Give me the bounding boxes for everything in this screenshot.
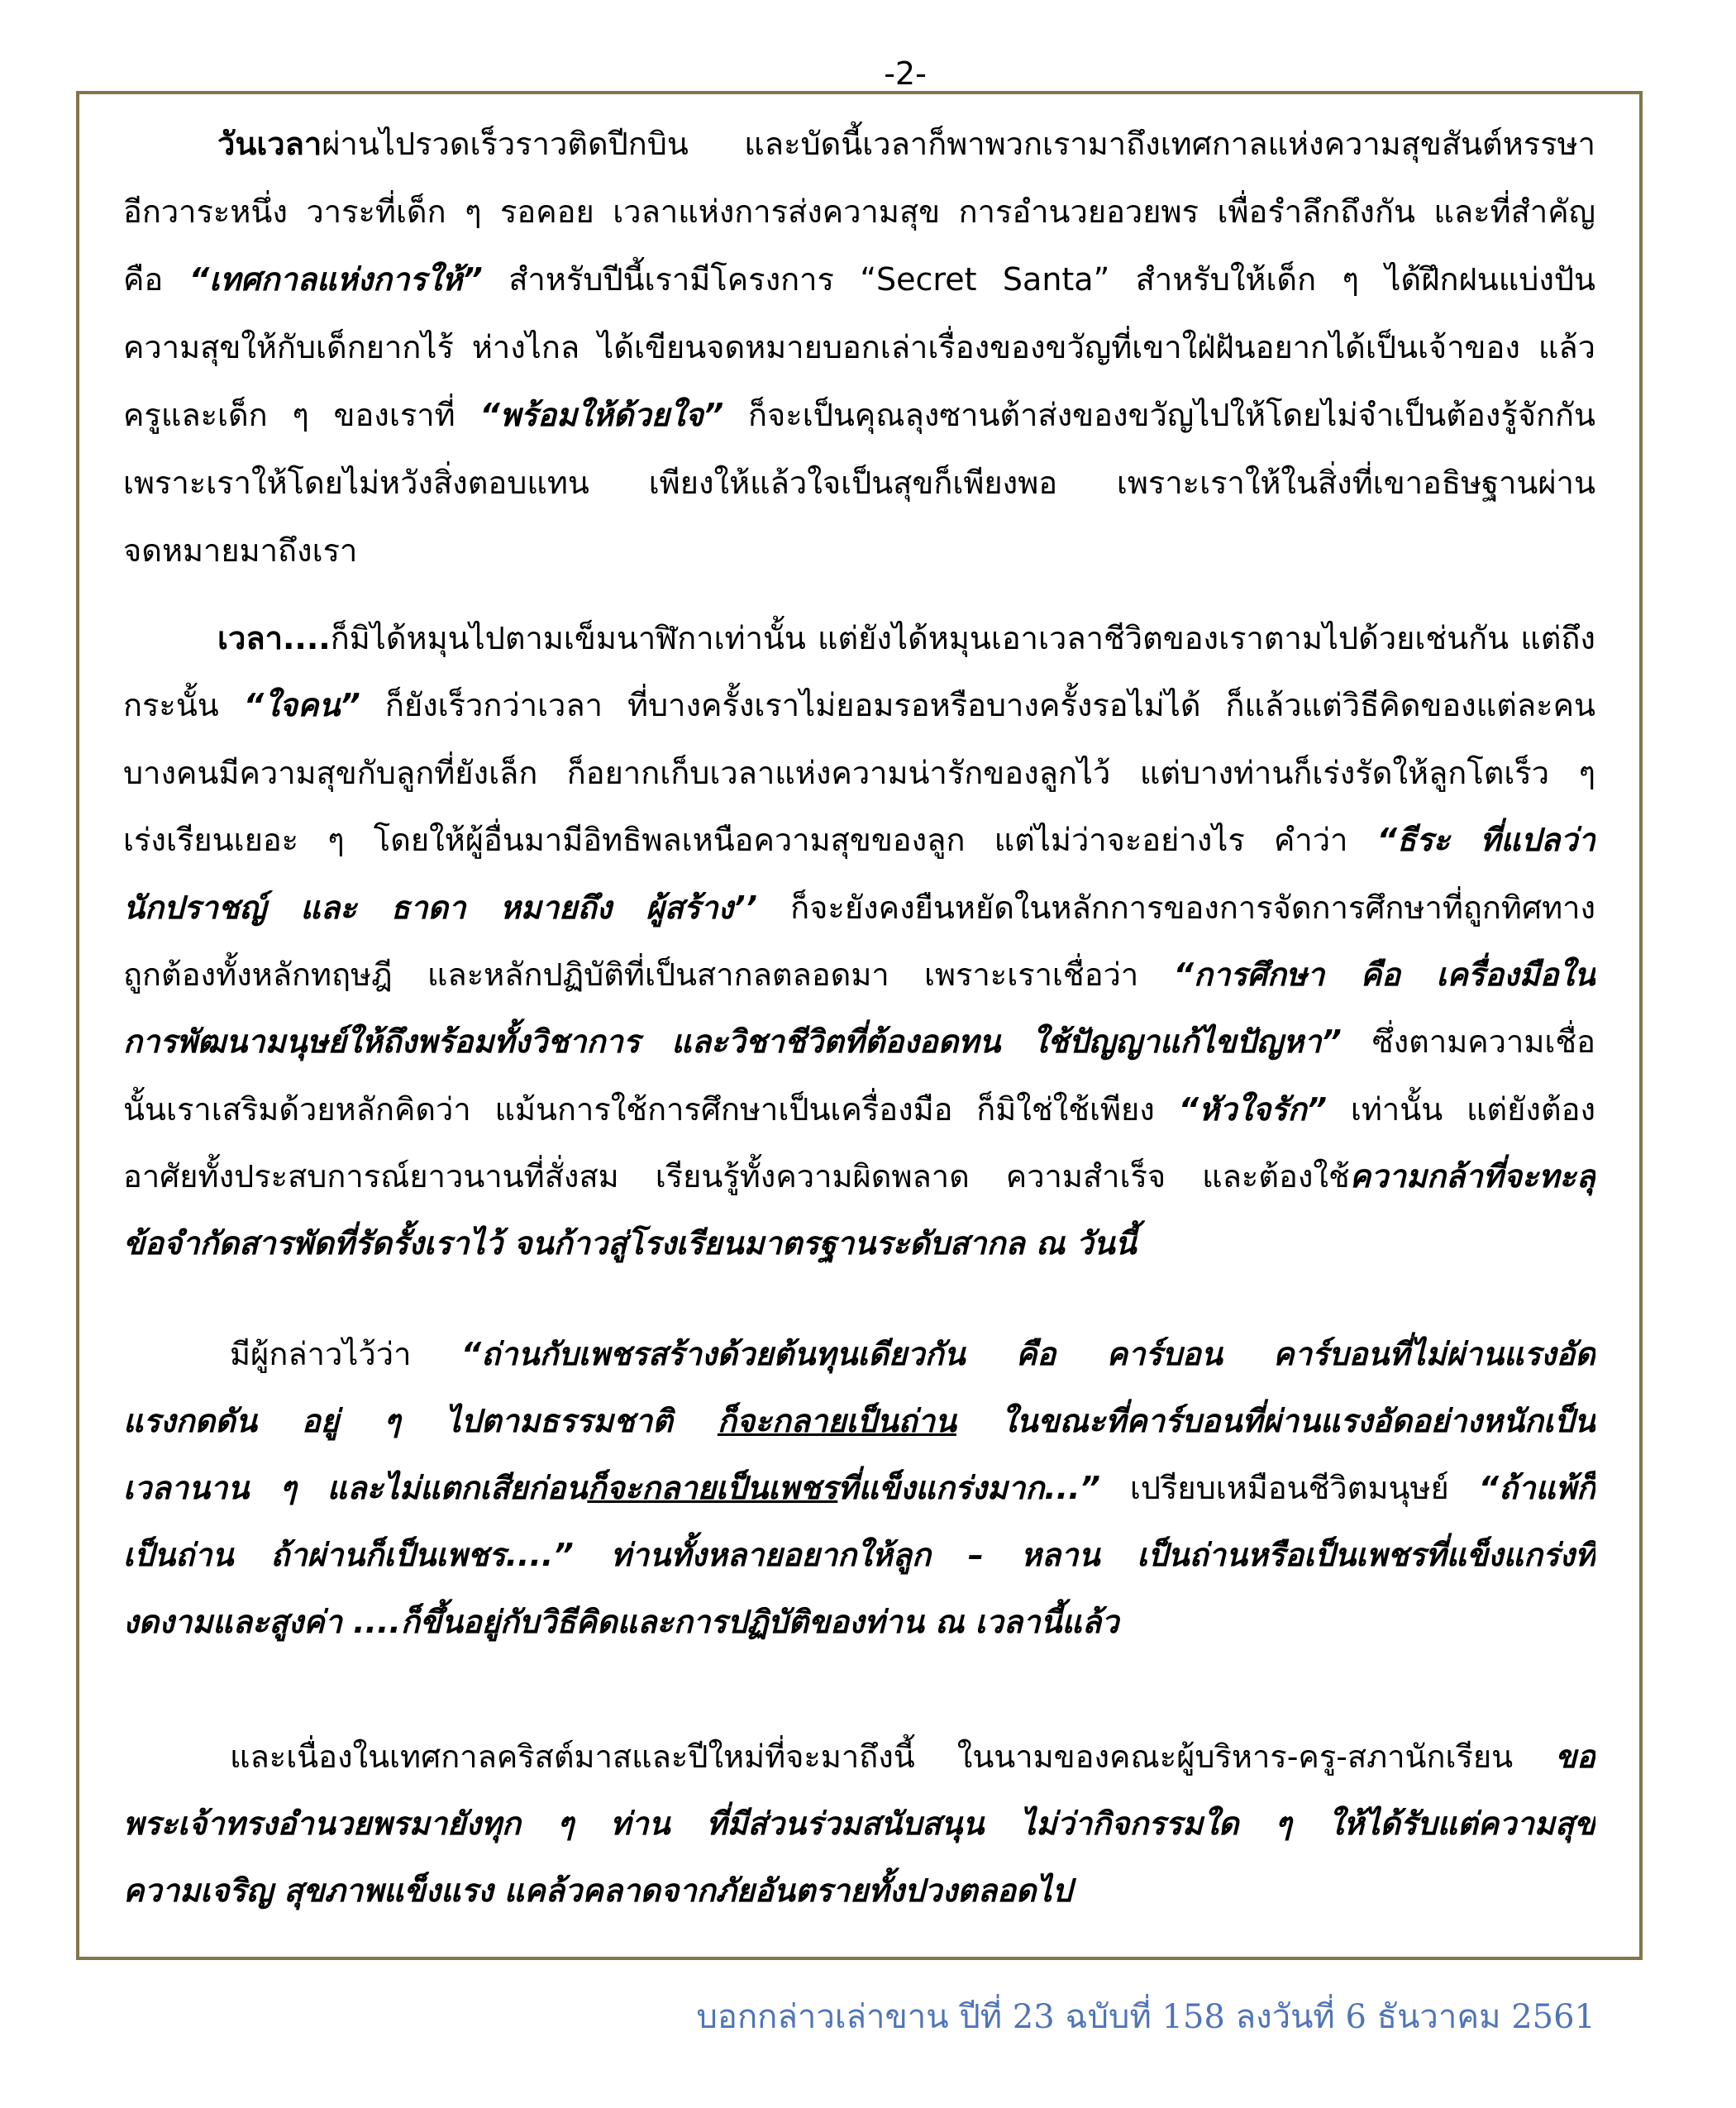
emphasis-text: ความเจริญ สุขภาพแข็งแรง แคล้วคลาดจากภัยอันตรายทั้งปวงตลอดไป <box>123 1872 1072 1909</box>
text-run: ก็มิได้หมุนไปตามเข็มนาฬิกาเท่านั้น แต่ยังได้หมุนเอาเวลาชีวิตของเราตามไปด้วยเช่นกัน แต่ถึง <box>330 620 1595 656</box>
paragraph-3-line-5 <box>123 1589 1595 1655</box>
paragraph-1-line-4 <box>123 314 1595 380</box>
text-run: ครูและเด็ก ๆ ของเราที่ <box>123 397 480 433</box>
text-run: ก็ยังเร็วกว่าเวลา ที่บางครั้งเราไม่ยอมรอหรือบางครั้งรอไม่ได้ ก็แล้วแต่วิธีคิดของแต่ละคน <box>360 687 1595 723</box>
paragraph-1-line-3 <box>123 246 1595 312</box>
paragraph-1-line-6 <box>123 450 1595 516</box>
text-run: จดหมายมาถึงเรา <box>123 532 358 569</box>
footer-issue-info: บอกกล่าวเล่าขาน ปีที่ 23 ฉบับที่ 158 ลงวันที่ 6 ธันวาคม 2561 <box>696 1998 1595 2036</box>
paragraph-2-line-9 <box>123 1143 1595 1209</box>
emphasis-text: แรงกดดัน อยู่ ๆ ไปตามธรรมชาติ <box>123 1403 718 1439</box>
emphasis-text: “ใจคน” <box>243 687 360 723</box>
underlined-emphasis-text: ก็จะกลายเป็นเพชร <box>587 1470 838 1506</box>
page-number: -2- <box>884 55 927 92</box>
paragraph-4-line-2 <box>123 1791 1595 1857</box>
paragraph-2-line-4 <box>123 807 1595 873</box>
text-run: อาศัยทั้งประสบการณ์ยาวนานที่สั่งสม เรียนรู้ทั้งความผิดพลาด ความสำเร็จ และต้องใช้ <box>123 1158 1350 1195</box>
emphasis-text: ที่แข็งแกร่งมาก...” <box>837 1470 1101 1506</box>
text-run: ก็จะเป็นคุณลุงซานต้าส่งของขวัญไปให้โดยไม่จำเป็นต้องรู้จักกัน <box>723 397 1595 433</box>
emphasis-text: “การศึกษา คือ เครื่องมือใน <box>1173 956 1595 993</box>
text-run: ความสุขให้กับเด็กยากไร้ ห่างไกล ได้เขียนจดหมายบอกเล่าเรื่องของขวัญที่เขาใฝ่ฝันอยากได้เป็นเจ้าของ แล้ว <box>123 329 1595 365</box>
emphasis-text: “ธีระ ที่แปลว่า <box>1376 822 1595 858</box>
paragraph-1-line-5 <box>123 382 1595 448</box>
paragraph-2-line-5 <box>123 875 1595 941</box>
text-run: สำหรับปีนี้เรามีโครงการ “Secret Santa” สำหรับให้เด็ก ๆ ได้ฝึกฝนแบ่งปัน <box>482 261 1595 298</box>
text-run: อีกวาระหนึ่ง วาระที่เด็ก ๆ รอคอย เวลาแห่งการส่งความสุข การอำนวยอวยพร เพื่อรำลึกถึงกัน และที่สำคัญ <box>123 193 1595 230</box>
bold-text: เวลา.... <box>217 620 331 656</box>
paragraph-1-line-2 <box>123 179 1595 245</box>
emphasis-text: พระเจ้าทรงอำนวยพรมายังทุก ๆ ท่าน ที่มีส่วนร่วมสนับสนุน ไม่ว่ากิจกรรมใด ๆ ให้ได้รับแต่ความสุข <box>123 1805 1595 1842</box>
text-run: ก็จะยังคงยืนหยัดในหลักการของการจัดการศึกษาที่ถูกทิศทาง <box>756 889 1595 926</box>
paragraph-3-line-4 <box>123 1522 1595 1588</box>
emphasis-text: ข้อจำกัดสารพัดที่รัดรั้งเราไว้ จนก้าวสู่โรงเรียนมาตรฐานระดับสากล ณ วันนี้ <box>123 1225 1137 1261</box>
text-run: ถูกต้องทั้งหลักทฤษฎี และหลักปฏิบัติที่เป็นสากลตลอดมา เพราะเราเชื่อว่า <box>123 956 1174 993</box>
emphasis-text: ขอ <box>1555 1738 1595 1775</box>
text-run: กระนั้น <box>123 687 244 723</box>
paragraph-1-line-7 <box>123 517 1595 584</box>
paragraph-2-line-2 <box>123 672 1595 738</box>
emphasis-text: “ถ้าแพ้ก็ <box>1478 1470 1595 1506</box>
text-run: เท่านั้น แต่ยังต้อง <box>1327 1091 1595 1128</box>
emphasis-text: ในขณะที่คาร์บอนที่ผ่านแรงอัดอย่างหนักเป็น <box>956 1403 1595 1439</box>
paragraph-2-line-1 <box>217 605 1595 671</box>
paragraph-2-line-3 <box>123 740 1595 806</box>
paragraph-2-line-8 <box>123 1076 1595 1142</box>
text-run: นั้นเราเสริมด้วยหลักคิดว่า แม้นการใช้การศึกษาเป็นเครื่องมือ ก็มิใช่ใช้เพียง <box>123 1091 1179 1128</box>
bold-text: วันเวลา <box>217 126 322 162</box>
text-run: เร่งเรียนเยอะ ๆ โดยให้ผู้อื่นมามีอิทธิพลเหนือความสุขของลูก แต่ไม่ว่าจะอย่างไร คำว่า <box>123 822 1377 858</box>
emphasis-text: เวลานาน ๆ และไม่แตกเสียก่อน <box>123 1470 588 1506</box>
text-run: คือ <box>123 261 189 298</box>
emphasis-text: นักปราชญ์ และ ธาดา หมายถึง ผู้สร้าง’’ <box>123 889 757 926</box>
paragraph-4-line-3 <box>123 1858 1595 1924</box>
text-run: มีผู้กล่าวไว้ว่า <box>230 1336 461 1372</box>
paragraph-2-line-7 <box>123 1009 1595 1075</box>
emphasis-text: “ถ่านกับเพชรสร้างด้วยต้นทุนเดียวกัน คือ คาร์บอน คาร์บอนที่ไม่ผ่านแรงอัด <box>460 1336 1595 1372</box>
emphasis-text: “เทศกาลแห่งการให้” <box>188 261 483 298</box>
text-run: เพราะเราให้โดยไม่หวังสิ่งตอบแทน เพียงให้แล้วใจเป็นสุขก็เพียงพอ เพราะเราให้ในสิ่งที่เขาอธิษฐานผ่าน <box>123 465 1595 501</box>
paragraph-2-line-6 <box>123 942 1595 1008</box>
emphasis-text: เป็นถ่าน ถ้าผ่านก็เป็นเพชร....” ท่านทั้งหลายอยากให้ลูก – หลาน เป็นถ่านหรือเป็นเพชรที่แข็งแกร่งที่ <box>123 1537 1595 1573</box>
paragraph-4-line-1 <box>230 1724 1595 1790</box>
underlined-emphasis-text: ก็จะกลายเป็นถ่าน <box>717 1403 956 1439</box>
text-run: บางคนมีความสุขกับลูกที่ยังเล็ก ก็อยากเก็บเวลาแห่งความน่ารักของลูกไว้ แต่บางท่านก็เร่งรัดให้ลูกโตเร็ว ๆ <box>123 755 1595 791</box>
emphasis-text: ความกล้าที่จะทะลุ <box>1349 1158 1595 1195</box>
text-run: และเนื่องในเทศกาลคริสต์มาสและปีใหม่ที่จะมาถึงนี้ ในนามของคณะผู้บริหาร-ครู-สภานักเรียน <box>230 1738 1556 1775</box>
paragraph-2-line-10 <box>123 1210 1595 1276</box>
paragraph-3-line-1 <box>230 1321 1595 1387</box>
emphasis-text: “พร้อมให้ด้วยใจ” <box>479 397 724 433</box>
emphasis-text: การพัฒนามนุษย์ให้ถึงพร้อมทั้งวิชาการ และวิชาชีวิตที่ต้องอดทน ใช้ปัญญาแก้ไขปัญหา” <box>123 1023 1342 1060</box>
paragraph-3-line-2 <box>123 1388 1595 1454</box>
text-run: ซึ่งตามความเชื่อ <box>1341 1023 1595 1060</box>
paragraph-3-line-3 <box>123 1455 1595 1521</box>
paragraph-1-line-1 <box>217 111 1595 177</box>
emphasis-text: “หัวใจรัก” <box>1178 1091 1328 1128</box>
text-run: เปรียบเหมือนชีวิตมนุษย์ <box>1100 1470 1479 1506</box>
text-run: ผ่านไปรวดเร็วราวติดปีกบิน และบัดนี้เวลาก็พาพวกเรามาถึงเทศกาลแห่งความสุขสันต์หรรษา <box>322 126 1595 162</box>
emphasis-text: งดงามและสูงค่า ....ก็ขึ้นอยู่กับวิธีคิดและการปฏิบัติของท่าน ณ เวลานี้แล้ว <box>123 1604 1119 1640</box>
